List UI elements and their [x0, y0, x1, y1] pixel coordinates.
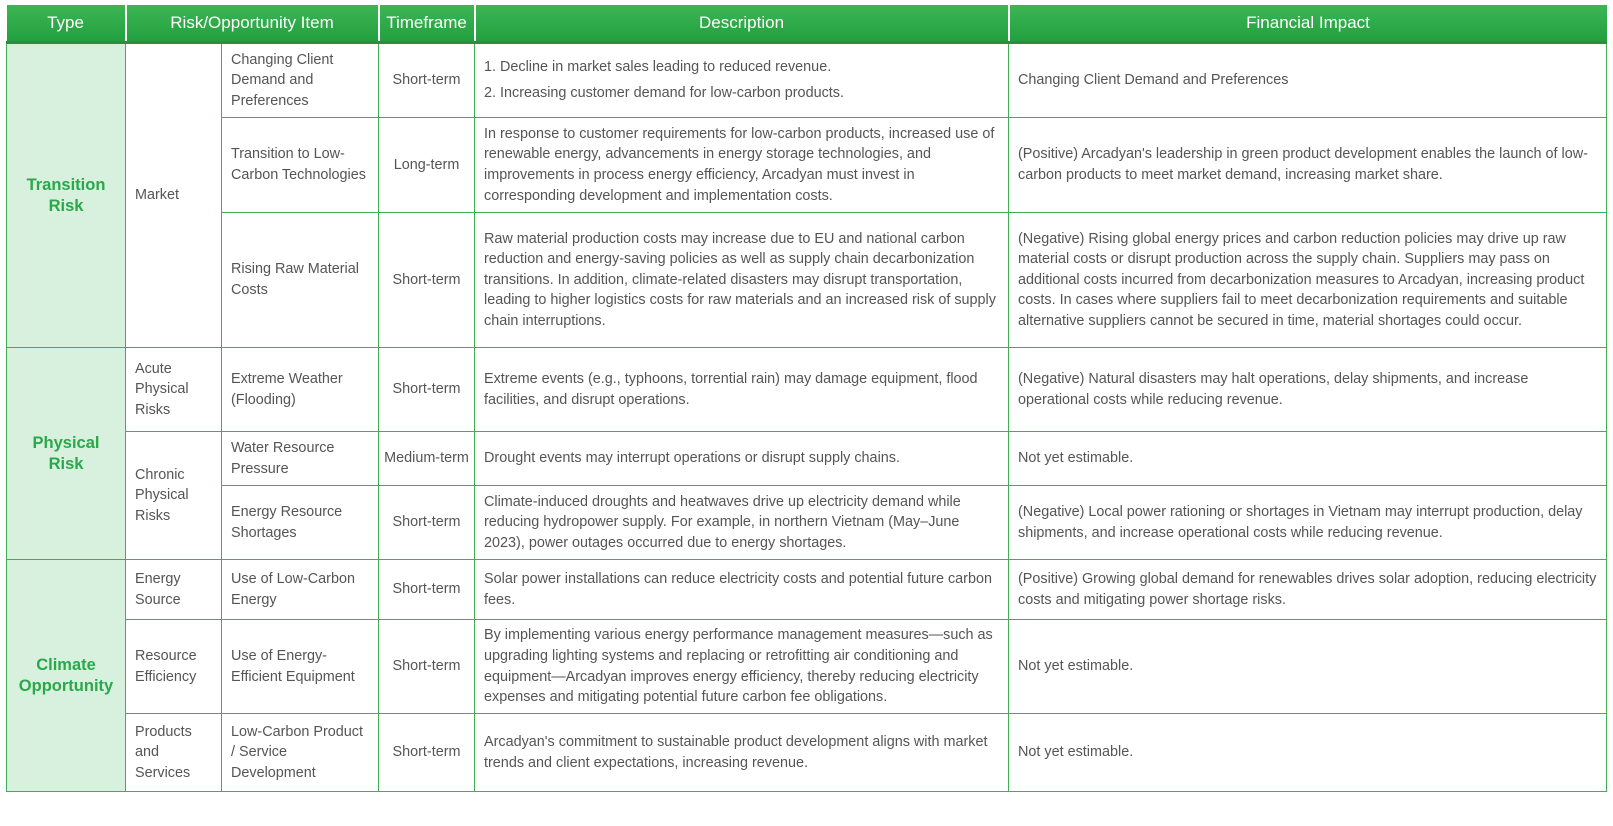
risk-opportunity-table-container [6, 5, 1606, 792]
impact-cell: (Positive) Arcadyan's leadership in green product development enables the launch of low-carbon products to meet market demand, increasing market share. [1009, 118, 1607, 213]
description-line: 1. Decline in market sales leading to reduced revenue. [484, 59, 832, 76]
header-description: Description [475, 5, 1009, 43]
item-cell: Energy Resource Shortages [222, 486, 379, 560]
timeframe-cell: Short-term [379, 43, 475, 118]
table-row [7, 213, 1607, 348]
header-financial-impact: Financial Impact [1009, 5, 1607, 43]
timeframe-cell: Short-term [379, 620, 475, 714]
impact-cell: Not yet estimable. [1009, 714, 1607, 792]
impact-cell: Not yet estimable. [1009, 620, 1607, 714]
table-row [7, 43, 1607, 118]
item-cell: Transition to Low-Carbon Technologies [222, 118, 379, 213]
table-header-row [7, 5, 1607, 43]
category-chronic: Chronic Physical Risks [126, 432, 222, 560]
table-row [7, 118, 1607, 213]
table-row [7, 714, 1607, 792]
description-line: 2. Increasing customer demand for low-carbon products. [484, 85, 844, 101]
timeframe-cell: Medium-term [379, 432, 475, 486]
table-row [7, 432, 1607, 486]
impact-cell: (Negative) Natural disasters may halt operations, delay shipments, and increase operational costs while reducing revenue. [1009, 348, 1607, 432]
category-market: Market [126, 43, 222, 348]
description-cell: By implementing various energy performance management measures—such as upgrading lighting systems and replacing or retrofitting air conditioning and equipment—Arcadyan improves energy efficiency, thereby reducing electricity expenses and mitigating potential future carbon fee obligations. [475, 620, 1009, 714]
item-cell: Low-Carbon Product / Service Development [222, 714, 379, 792]
type-transition-risk: Transition Risk [7, 43, 126, 348]
description-cell: Solar power installations can reduce electricity costs and potential future carbon fees. [475, 560, 1009, 620]
item-cell: Changing Client Demand and Preferences [222, 43, 379, 118]
type-climate-opportunity: Climate Opportunity [7, 560, 126, 792]
timeframe-cell: Short-term [379, 714, 475, 792]
category-resource-efficiency: Resource Efficiency [126, 620, 222, 714]
description-cell: Drought events may interrupt operations or disrupt supply chains. [475, 432, 1009, 486]
description-cell: Climate-induced droughts and heatwaves drive up electricity demand while reducing hydropower supply. For example, in northern Vietnam (May–June 2023), power outages occurred due to energy shortages. [475, 486, 1009, 560]
description-cell: Arcadyan's commitment to sustainable product development aligns with market trends and client expectations, increasing revenue. [475, 714, 1009, 792]
item-cell: Use of Energy-Efficient Equipment [222, 620, 379, 714]
timeframe-cell: Long-term [379, 118, 475, 213]
header-timeframe: Timeframe [379, 5, 475, 43]
climate-risk-opportunity-table [6, 5, 1607, 792]
category-energy-source: Energy Source [126, 560, 222, 620]
item-cell: Rising Raw Material Costs [222, 213, 379, 348]
type-physical-risk: Physical Risk [7, 348, 126, 560]
table-row [7, 348, 1607, 432]
timeframe-cell: Short-term [379, 560, 475, 620]
timeframe-cell: Short-term [379, 486, 475, 560]
table-row [7, 560, 1607, 620]
header-item: Risk/Opportunity Item [126, 5, 379, 43]
impact-cell: Changing Client Demand and Preferences [1009, 43, 1607, 118]
timeframe-cell: Short-term [379, 348, 475, 432]
impact-cell: (Negative) Rising global energy prices and carbon reduction policies may drive up raw material costs or disrupt production across the supply chain. Suppliers may pass on additional costs incurred from decarbonization measures to Arcadyan, increasing product costs. In cases where suppliers fail to meet decarbonization requirements and suitable alternative suppliers cannot be secured in time, material shortages could occur. [1009, 213, 1607, 348]
category-acute: Acute Physical Risks [126, 348, 222, 432]
item-cell: Use of Low-Carbon Energy [222, 560, 379, 620]
timeframe-cell: Short-term [379, 213, 475, 348]
description-cell: Raw material production costs may increase due to EU and national carbon reduction and energy-saving policies as well as supply chain decarbonization transitions. In addition, climate-related disasters may disrupt transportation, leading to higher logistics costs for raw materials and an increased risk of supply chain interruptions. [475, 213, 1009, 348]
table-row [7, 486, 1607, 560]
impact-cell: Not yet estimable. [1009, 432, 1607, 486]
description-cell: In response to customer requirements for low-carbon products, increased use of renewable energy, advancements in energy storage technologies, and improvements in process energy efficiency, Arcadyan must invest in corresponding development and implementation costs. [475, 118, 1009, 213]
description-cell [475, 43, 1009, 118]
table-row [7, 620, 1607, 714]
item-cell: Extreme Weather (Flooding) [222, 348, 379, 432]
header-type: Type [7, 5, 126, 43]
category-products-services: Products and Services [126, 714, 222, 792]
impact-cell: (Positive) Growing global demand for renewables drives solar adoption, reducing electricity costs and mitigating power shortage risks. [1009, 560, 1607, 620]
impact-cell: (Negative) Local power rationing or shortages in Vietnam may interrupt production, delay shipments, and increase operational costs while reducing revenue. [1009, 486, 1607, 560]
description-cell: Extreme events (e.g., typhoons, torrential rain) may damage equipment, flood facilities, and disrupt operations. [475, 348, 1009, 432]
item-cell: Water Resource Pressure [222, 432, 379, 486]
